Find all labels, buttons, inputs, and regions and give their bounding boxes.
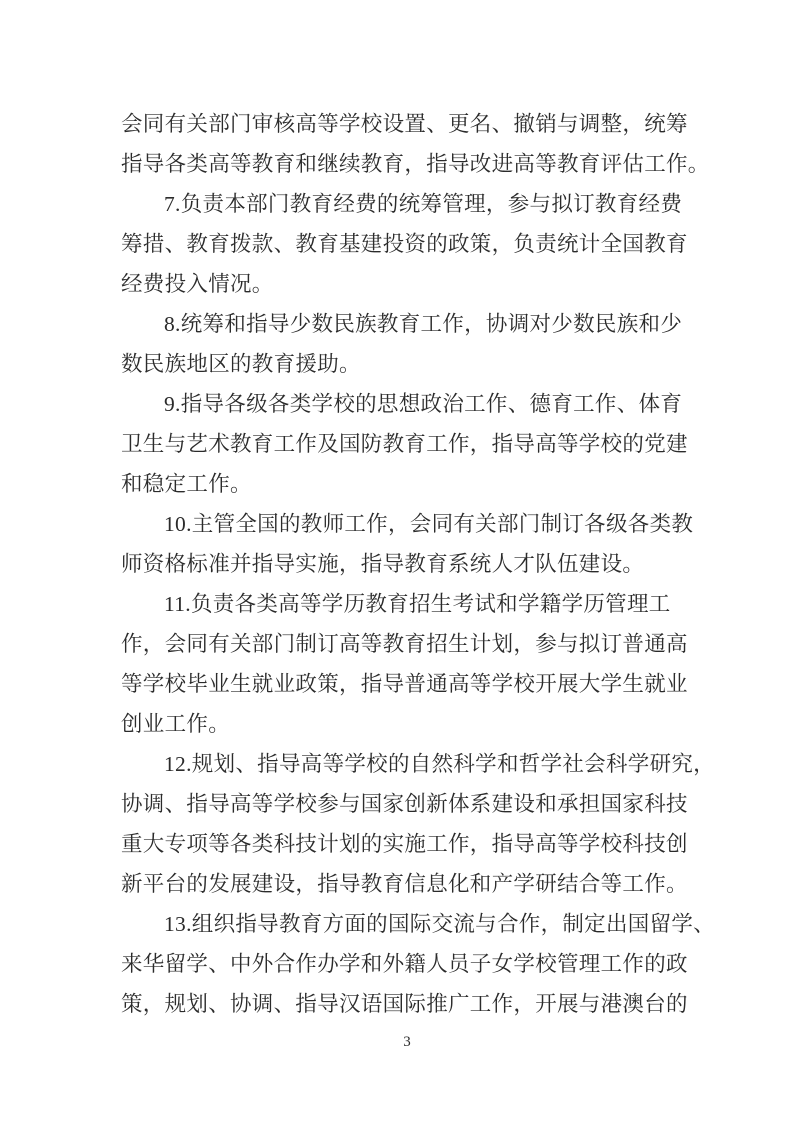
text-line-item-7-start: 7.负责本部门教育经费的统筹管理，参与拟订教育经费: [164, 192, 683, 216]
text-line-item-9-start: 9.指导各级各类学校的思想政治工作、德育工作、体育: [164, 392, 683, 416]
text-line: 来华留学、中外合作办学和外籍人员子女学校管理工作的政: [121, 952, 688, 976]
text-line: 数民族地区的教育援助。: [121, 352, 361, 376]
text-line: 新平台的发展建设，指导教育信息化和产学研结合等工作。: [121, 872, 688, 896]
text-line: 会同有关部门审核高等学校设置、更名、撤销与调整，统筹: [121, 112, 688, 136]
text-line: 协调、指导高等学校参与国家创新体系建设和承担国家科技: [121, 792, 688, 816]
text-line: 和稳定工作。: [121, 472, 252, 496]
document-body-text: [121, 104, 715, 1024]
text-line: 等学校毕业生就业政策，指导普通高等学校开展大学生就业: [121, 672, 688, 696]
page-number: 3: [403, 1034, 411, 1050]
text-line-item-8-start: 8.统筹和指导少数民族教育工作，协调对少数民族和少: [164, 312, 683, 336]
text-line: 指导各类高等教育和继续教育，指导改进高等教育评估工作。: [121, 152, 710, 176]
text-line: 师资格标准并指导实施，指导教育系统人才队伍建设。: [121, 552, 645, 576]
text-line: 策，规划、协调、指导汉语国际推广工作，开展与港澳台的: [121, 992, 688, 1016]
text-line: 筹措、教育拨款、教育基建投资的政策，负责统计全国教育: [121, 232, 688, 256]
text-line: 创业工作。: [121, 712, 231, 736]
text-line: 卫生与艺术教育工作及国防教育工作，指导高等学校的党建: [121, 432, 688, 456]
text-line-item-10-start: 10.主管全国的教师工作，会同有关部门制订各级各类教: [164, 512, 694, 536]
text-line: 经费投入情况。: [121, 272, 274, 296]
text-line-item-11-start: 11.负责各类高等学历教育招生考试和学籍学历管理工: [164, 592, 671, 616]
text-line-item-12-start: 12.规划、指导高等学校的自然科学和哲学社会科学研究，: [164, 752, 715, 776]
text-line-item-13-start: 13.组织指导教育方面的国际交流与合作，制定出国留学、: [164, 912, 715, 936]
text-line: 重大专项等各类科技计划的实施工作，指导高等学校科技创: [121, 832, 688, 856]
text-line: 作，会同有关部门制订高等教育招生计划，参与拟订普通高: [121, 632, 688, 656]
